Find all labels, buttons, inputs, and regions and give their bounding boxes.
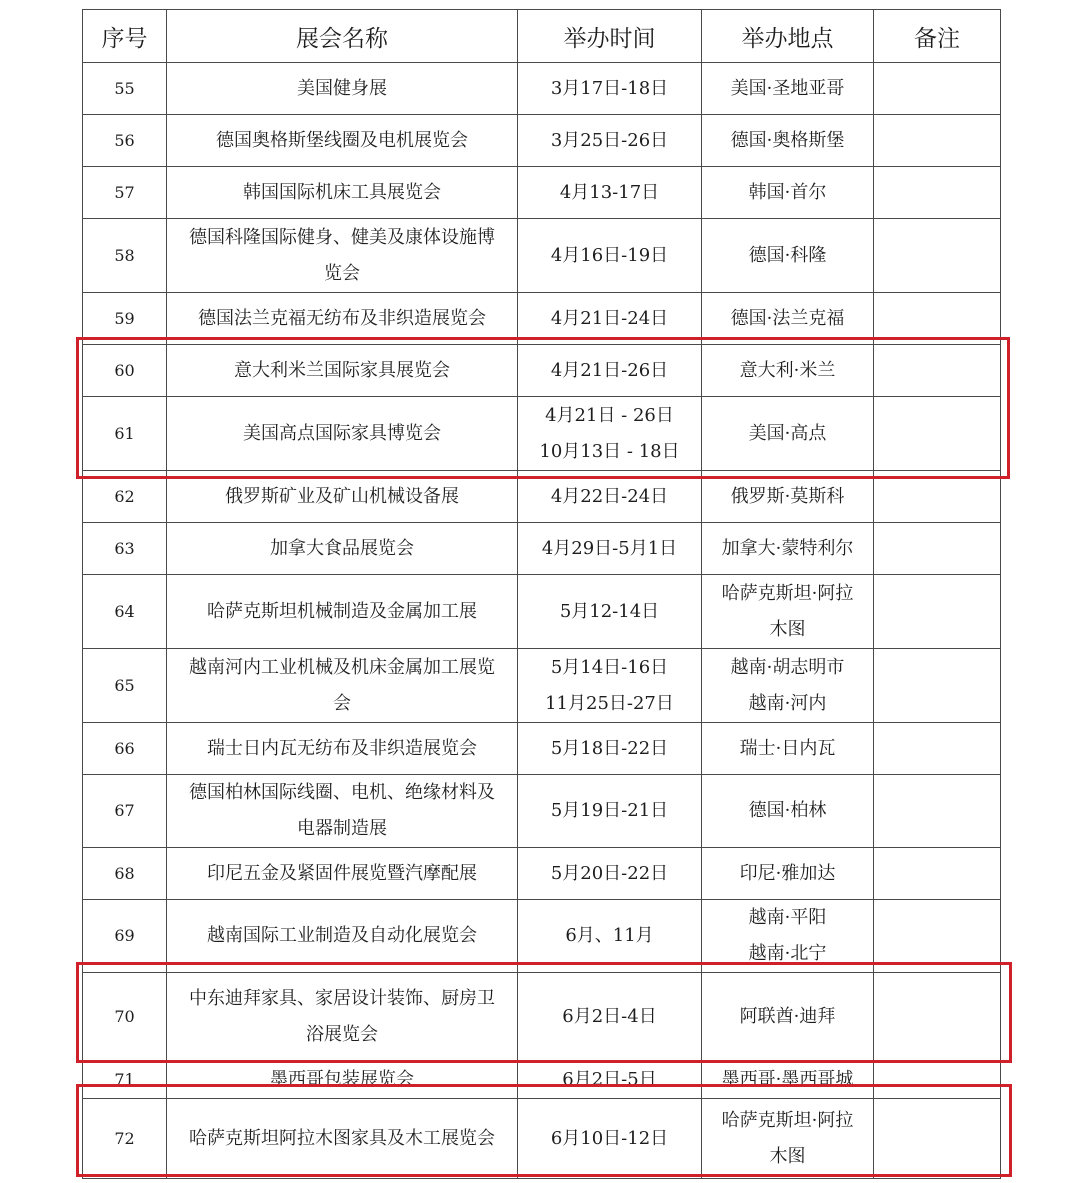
cell-place <box>702 575 874 649</box>
table-row <box>83 723 1001 775</box>
cell-name-line: 俄罗斯矿业及矿山机械设备展 <box>225 485 459 507</box>
cell-place-line: 越南·胡志明市 <box>730 656 845 678</box>
cell-place <box>702 900 874 973</box>
row-number: 60 <box>83 345 167 397</box>
row-number: 66 <box>83 723 167 775</box>
cell-name-line: 德国科隆国际健身、健美及康体设施博 <box>189 226 495 248</box>
cell-place <box>702 471 874 523</box>
cell-place <box>702 63 874 115</box>
cell-time-line: 4月21日 - 26日 <box>545 404 674 426</box>
table-row <box>83 775 1001 848</box>
cell-name <box>167 775 518 848</box>
cell-place-line: 阿联酋·迪拜 <box>739 1006 836 1027</box>
table-row <box>83 397 1001 471</box>
cell-time <box>518 397 702 471</box>
cell-time-line: 3月25日-26日 <box>550 129 669 151</box>
cell-place-line: 瑞士·日内瓦 <box>739 737 836 759</box>
cell-time-line: 4月22日-24日 <box>550 485 669 507</box>
header-note: 备注 <box>874 10 1001 63</box>
cell-name-line: 哈萨克斯坦阿拉木图家具及木工展览会 <box>189 1127 495 1149</box>
cell-name <box>167 471 518 523</box>
cell-note <box>874 345 1001 397</box>
cell-note <box>874 723 1001 775</box>
cell-name-line: 加拿大食品展览会 <box>270 537 414 559</box>
cell-place-line: 越南·河内 <box>748 692 827 714</box>
table-row <box>83 973 1001 1062</box>
cell-time-line: 4月21日-24日 <box>550 307 669 329</box>
table-row <box>83 167 1001 219</box>
cell-name <box>167 575 518 649</box>
cell-time-line: 11月25日-27日 <box>545 692 674 714</box>
cell-note <box>874 523 1001 575</box>
cell-place-line: 德国·奥格斯堡 <box>730 129 845 151</box>
cell-note <box>874 575 1001 649</box>
cell-place <box>702 167 874 219</box>
table-row <box>83 848 1001 900</box>
cell-place-line: 印尼·雅加达 <box>739 862 836 884</box>
cell-time-line: 5月20日-22日 <box>550 862 669 884</box>
table-row <box>83 575 1001 649</box>
cell-place-line: 韩国·首尔 <box>748 181 827 203</box>
table-row <box>83 649 1001 723</box>
cell-name <box>167 293 518 345</box>
cell-name <box>167 848 518 900</box>
cell-name <box>167 397 518 471</box>
cell-time-line: 6月2日-5日 <box>562 1069 657 1090</box>
cell-time-line: 6月、11月 <box>565 925 654 946</box>
cell-time <box>518 775 702 848</box>
cell-place-line: 木图 <box>769 1145 806 1167</box>
cell-name-line: 会 <box>333 692 351 714</box>
cell-name <box>167 219 518 293</box>
exhibition-table <box>82 9 1001 1179</box>
cell-place <box>702 775 874 848</box>
cell-note <box>874 63 1001 115</box>
cell-time <box>518 167 702 219</box>
cell-place <box>702 973 874 1062</box>
row-number: 72 <box>83 1099 167 1179</box>
table-row <box>83 471 1001 523</box>
row-number: 65 <box>83 649 167 723</box>
cell-time-line: 6月10日-12日 <box>550 1127 669 1149</box>
cell-name <box>167 1062 518 1099</box>
cell-place-line: 俄罗斯·莫斯科 <box>730 485 845 507</box>
cell-name-line: 越南河内工业机械及机床金属加工展览 <box>189 656 495 678</box>
cell-note <box>874 471 1001 523</box>
row-number: 63 <box>83 523 167 575</box>
cell-time <box>518 63 702 115</box>
cell-place-line: 美国·高点 <box>748 422 827 444</box>
cell-place-line: 哈萨克斯坦·阿拉 <box>721 582 854 604</box>
cell-place <box>702 848 874 900</box>
cell-place-line: 哈萨克斯坦·阿拉 <box>721 1109 854 1131</box>
cell-name <box>167 973 518 1062</box>
table-row <box>83 345 1001 397</box>
table-row <box>83 63 1001 115</box>
cell-place <box>702 649 874 723</box>
cell-place <box>702 115 874 167</box>
cell-time <box>518 1062 702 1099</box>
cell-name <box>167 167 518 219</box>
cell-place <box>702 293 874 345</box>
cell-place <box>702 523 874 575</box>
cell-time-line: 3月17日-18日 <box>550 77 669 99</box>
cell-time-line: 4月21日-26日 <box>550 359 669 381</box>
cell-note <box>874 397 1001 471</box>
cell-name-line: 韩国国际机床工具展览会 <box>243 181 441 203</box>
cell-time-line: 5月12-14日 <box>559 600 660 622</box>
cell-note <box>874 293 1001 345</box>
cell-note <box>874 848 1001 900</box>
row-number: 71 <box>83 1062 167 1099</box>
cell-name <box>167 723 518 775</box>
row-number: 59 <box>83 293 167 345</box>
cell-place-line: 墨西哥·墨西哥城 <box>721 1069 854 1090</box>
table-row <box>83 115 1001 167</box>
cell-place-line: 越南·平阳 <box>748 907 827 928</box>
cell-note <box>874 115 1001 167</box>
cell-name-line: 览会 <box>324 262 360 284</box>
cell-name-line: 浴展览会 <box>306 1024 378 1045</box>
cell-place-line: 德国·法兰克福 <box>730 307 845 329</box>
cell-time <box>518 900 702 973</box>
cell-place <box>702 397 874 471</box>
row-number: 56 <box>83 115 167 167</box>
cell-note <box>874 1062 1001 1099</box>
cell-name <box>167 63 518 115</box>
cell-time-line: 5月18日-22日 <box>550 737 669 759</box>
cell-name-line: 哈萨克斯坦机械制造及金属加工展 <box>207 600 477 622</box>
row-number: 69 <box>83 900 167 973</box>
header-no: 序号 <box>83 10 167 63</box>
cell-time <box>518 649 702 723</box>
cell-name-line: 墨西哥包装展览会 <box>270 1069 414 1090</box>
cell-time <box>518 1099 702 1179</box>
cell-time <box>518 345 702 397</box>
cell-name <box>167 523 518 575</box>
cell-time-line: 4月13-17日 <box>559 181 660 203</box>
cell-name-line: 瑞士日内瓦无纺布及非织造展览会 <box>207 737 477 759</box>
cell-name-line: 德国法兰克福无纺布及非织造展览会 <box>198 307 486 329</box>
cell-place-line: 木图 <box>769 618 806 640</box>
cell-name-line: 美国健身展 <box>297 77 387 99</box>
cell-place <box>702 723 874 775</box>
cell-name <box>167 115 518 167</box>
cell-note <box>874 900 1001 973</box>
cell-name-line: 印尼五金及紧固件展览暨汽摩配展 <box>207 862 477 884</box>
cell-note <box>874 775 1001 848</box>
row-number: 62 <box>83 471 167 523</box>
cell-place-line: 德国·柏林 <box>748 800 827 821</box>
table-row <box>83 219 1001 293</box>
row-number: 70 <box>83 973 167 1062</box>
table-row <box>83 1099 1001 1179</box>
header-time: 举办时间 <box>518 10 702 63</box>
cell-note <box>874 167 1001 219</box>
cell-time <box>518 471 702 523</box>
header-row <box>83 10 1001 63</box>
cell-place <box>702 1062 874 1099</box>
table-row <box>83 1062 1001 1099</box>
cell-name-line: 德国柏林国际线圈、电机、绝缘材料及 <box>189 782 495 803</box>
cell-name-line: 意大利米兰国际家具展览会 <box>234 359 450 381</box>
row-number: 55 <box>83 63 167 115</box>
cell-place <box>702 345 874 397</box>
cell-name-line: 美国高点国际家具博览会 <box>243 422 441 444</box>
cell-time-line: 5月14日-16日 <box>550 656 669 678</box>
cell-time <box>518 523 702 575</box>
cell-time <box>518 575 702 649</box>
cell-place <box>702 219 874 293</box>
cell-note <box>874 1099 1001 1179</box>
cell-note <box>874 973 1001 1062</box>
cell-place-line: 德国·科隆 <box>748 244 827 266</box>
cell-note <box>874 649 1001 723</box>
table-row <box>83 900 1001 973</box>
cell-place-line: 越南·北宁 <box>748 943 827 964</box>
cell-name-line: 越南国际工业制造及自动化展览会 <box>207 925 477 946</box>
cell-name <box>167 1099 518 1179</box>
cell-time-line: 10月13日 - 18日 <box>539 440 680 462</box>
cell-time-line: 6月2日-4日 <box>562 1006 657 1027</box>
cell-name <box>167 649 518 723</box>
cell-time <box>518 723 702 775</box>
cell-time <box>518 293 702 345</box>
row-number: 64 <box>83 575 167 649</box>
row-number: 67 <box>83 775 167 848</box>
cell-time-line: 4月29日-5月1日 <box>541 537 678 559</box>
cell-name <box>167 345 518 397</box>
row-number: 68 <box>83 848 167 900</box>
cell-time <box>518 973 702 1062</box>
cell-place-line: 美国·圣地亚哥 <box>730 77 845 99</box>
row-number: 61 <box>83 397 167 471</box>
header-place: 举办地点 <box>702 10 874 63</box>
cell-time-line: 4月16日-19日 <box>550 244 669 266</box>
cell-name-line: 电器制造展 <box>297 818 387 839</box>
cell-place-line: 加拿大·蒙特利尔 <box>721 537 854 559</box>
cell-place-line: 意大利·米兰 <box>739 359 836 381</box>
table-row <box>83 523 1001 575</box>
cell-note <box>874 219 1001 293</box>
cell-name-line: 德国奥格斯堡线圈及电机展览会 <box>216 129 468 151</box>
row-number: 58 <box>83 219 167 293</box>
cell-name-line: 中东迪拜家具、家居设计装饰、厨房卫 <box>189 988 495 1009</box>
cell-name <box>167 900 518 973</box>
header-name: 展会名称 <box>167 10 518 63</box>
cell-time <box>518 848 702 900</box>
table-row <box>83 293 1001 345</box>
cell-time <box>518 219 702 293</box>
cell-time <box>518 115 702 167</box>
cell-time-line: 5月19日-21日 <box>550 800 669 821</box>
row-number: 57 <box>83 167 167 219</box>
cell-place <box>702 1099 874 1179</box>
